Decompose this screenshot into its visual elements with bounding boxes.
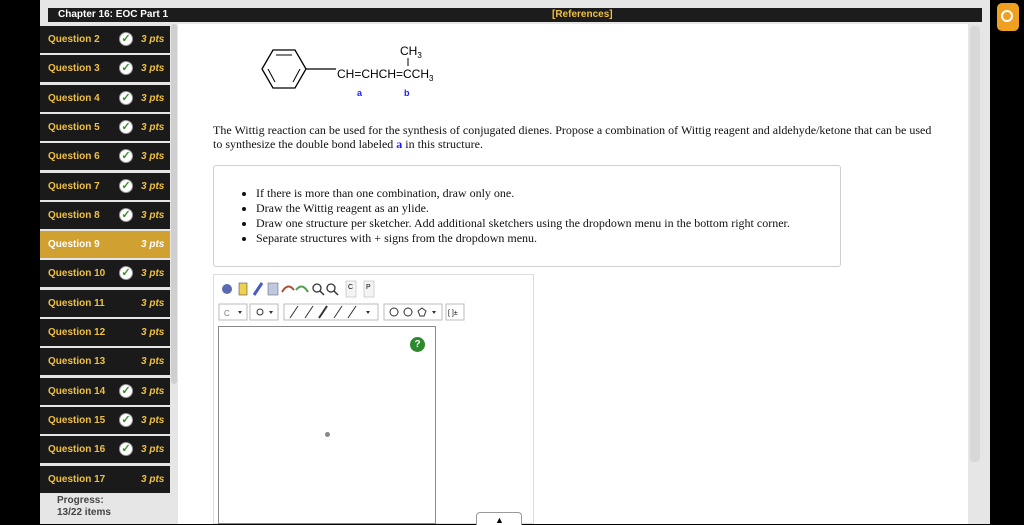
question-points: 3 pts bbox=[141, 63, 165, 75]
instruction-item: • If there is more than one combination, draw only one. bbox=[256, 186, 840, 201]
question-label: Question 16 bbox=[48, 444, 106, 456]
checkmark-icon: ✓ bbox=[119, 61, 133, 75]
top-bar bbox=[48, 8, 982, 22]
help-headset-button[interactable] bbox=[997, 3, 1019, 31]
atom-select[interactable] bbox=[219, 304, 247, 320]
question-label: Question 9 bbox=[48, 239, 100, 251]
chain-label: $CH=CHCH=CCH_3$ bbox=[337, 67, 434, 83]
instruction-item: • Draw the Wittig reagent as an ylide. bbox=[256, 201, 840, 216]
question-label: Question 2 bbox=[48, 34, 100, 45]
progress-value: 13/22 items bbox=[57, 507, 111, 518]
question-points: 3 pts bbox=[141, 444, 165, 456]
svg-text:P: P bbox=[366, 284, 371, 291]
sidebar-question-item[interactable] bbox=[40, 466, 170, 493]
question-label: Question 17 bbox=[48, 473, 106, 485]
zoom-out-icon[interactable] bbox=[327, 284, 338, 295]
checkmark-icon: ✓ bbox=[119, 120, 133, 134]
sidebar-question-item[interactable] bbox=[40, 231, 170, 258]
checkmark-icon: ✓ bbox=[119, 208, 133, 222]
sidebar-scrollbar[interactable] bbox=[171, 24, 177, 384]
question-points: 3 pts bbox=[141, 151, 165, 163]
sidebar-question-item[interactable] bbox=[40, 290, 170, 317]
sidebar-question-item[interactable] bbox=[40, 436, 170, 463]
charge-select[interactable] bbox=[250, 304, 278, 320]
question-label: Question 4 bbox=[48, 92, 100, 104]
instruction-item: • Separate structures with + signs from the dropdown menu. bbox=[256, 231, 840, 246]
content-scrollbar[interactable] bbox=[970, 26, 980, 462]
sketcher-canvas[interactable] bbox=[218, 326, 436, 524]
caret-up-icon: ▲ bbox=[495, 515, 504, 525]
sketcher-toolbar-row1 bbox=[218, 278, 388, 300]
sidebar-question-item[interactable] bbox=[40, 26, 170, 53]
checkmark-icon: ✓ bbox=[119, 442, 133, 456]
question-label: Question 14 bbox=[48, 385, 106, 397]
sidebar-question-item[interactable] bbox=[40, 348, 170, 375]
references-link[interactable]: [References] bbox=[552, 9, 613, 20]
question-label: Question 13 bbox=[48, 356, 106, 368]
zoom-in-icon[interactable] bbox=[313, 284, 324, 295]
sidebar-question-item[interactable] bbox=[40, 173, 170, 200]
bracket-tool[interactable] bbox=[446, 304, 464, 320]
question-label: Question 10 bbox=[48, 268, 106, 280]
bond-label-b: b bbox=[404, 88, 410, 98]
canvas-cursor-dot bbox=[325, 432, 330, 437]
progress-indicator bbox=[57, 495, 111, 519]
checkmark-icon: ✓ bbox=[119, 149, 133, 163]
question-label: Question 8 bbox=[48, 209, 100, 221]
sidebar-question-item[interactable] bbox=[40, 143, 170, 170]
add-sketcher-dropdown[interactable] bbox=[476, 512, 522, 525]
question-label: Question 3 bbox=[48, 63, 100, 75]
question-label: Question 5 bbox=[48, 121, 100, 133]
bond-label-a: a bbox=[357, 88, 363, 98]
checkmark-icon: ✓ bbox=[119, 91, 133, 105]
headset-icon bbox=[1001, 10, 1013, 22]
question-prompt: The Wittig reaction can be used for the synthesis of conjugated dienes. Propose a combination of Wittig reagent and aldehyde/ketone that can be used to synthesize the double bond labeled a in this structure. bbox=[213, 123, 932, 151]
paste-icon[interactable] bbox=[364, 281, 374, 297]
chapter-title: Chapter 16: EOC Part 1 bbox=[58, 9, 169, 20]
ch3-label: $CH_3$ bbox=[400, 44, 422, 60]
sidebar-question-item[interactable] bbox=[40, 114, 170, 141]
question-points: 3 pts bbox=[141, 385, 165, 397]
checkmark-icon: ✓ bbox=[119, 179, 133, 193]
question-points: 3 pts bbox=[141, 473, 165, 485]
sidebar-question-item[interactable] bbox=[40, 260, 170, 287]
question-points: 3 pts bbox=[141, 239, 165, 251]
question-points: 3 pts bbox=[141, 121, 165, 133]
question-label: Question 15 bbox=[48, 414, 106, 426]
svg-text:C: C bbox=[224, 309, 230, 318]
ring-tools[interactable] bbox=[384, 304, 442, 320]
checkmark-icon: ✓ bbox=[119, 32, 133, 46]
checkmark-icon: ✓ bbox=[119, 384, 133, 398]
sidebar-question-item[interactable] bbox=[40, 202, 170, 229]
checkmark-icon: ✓ bbox=[119, 266, 133, 280]
question-points: 3 pts bbox=[141, 34, 165, 45]
help-icon[interactable]: ? bbox=[410, 337, 425, 352]
hand-icon[interactable] bbox=[222, 284, 232, 294]
question-label: Question 11 bbox=[48, 297, 105, 309]
sidebar-question-item[interactable] bbox=[40, 407, 170, 434]
question-points: 3 pts bbox=[141, 356, 165, 368]
sketcher-toolbar-row2 bbox=[218, 303, 468, 323]
question-points: 3 pts bbox=[141, 180, 165, 192]
question-label: Question 12 bbox=[48, 327, 106, 338]
question-points: 3 pts bbox=[141, 92, 165, 104]
undo-icon[interactable] bbox=[282, 286, 294, 292]
question-points: 3 pts bbox=[141, 414, 165, 426]
sidebar-question-item[interactable] bbox=[40, 55, 170, 82]
chemical-structure bbox=[250, 40, 470, 102]
question-points: 3 pts bbox=[141, 297, 165, 309]
pencil-icon[interactable] bbox=[254, 283, 262, 295]
question-label: Question 6 bbox=[48, 151, 100, 163]
clean-icon[interactable] bbox=[268, 283, 278, 295]
sidebar-question-item[interactable] bbox=[40, 319, 170, 346]
checkmark-icon: ✓ bbox=[119, 413, 133, 427]
benzene-ring bbox=[262, 50, 306, 88]
redo-icon[interactable] bbox=[296, 286, 308, 292]
question-label: Question 7 bbox=[48, 180, 100, 192]
question-points: 3 pts bbox=[141, 268, 165, 280]
question-points: 3 pts bbox=[141, 209, 165, 221]
progress-label: Progress: bbox=[57, 495, 104, 506]
sidebar-question-item[interactable] bbox=[40, 85, 170, 112]
copy-icon[interactable] bbox=[346, 281, 356, 297]
instructions-box bbox=[213, 165, 841, 267]
eraser-icon[interactable] bbox=[239, 283, 247, 295]
sidebar-question-item[interactable] bbox=[40, 378, 170, 405]
instruction-item: • Draw one structure per sketcher. Add additional sketchers using the dropdown menu in the bottom right corner. bbox=[256, 216, 840, 231]
question-points: 3 pts bbox=[141, 327, 165, 338]
svg-text:C: C bbox=[348, 284, 354, 291]
bond-tools[interactable] bbox=[284, 304, 378, 320]
svg-text:[ ]±: [ ]± bbox=[448, 310, 458, 317]
